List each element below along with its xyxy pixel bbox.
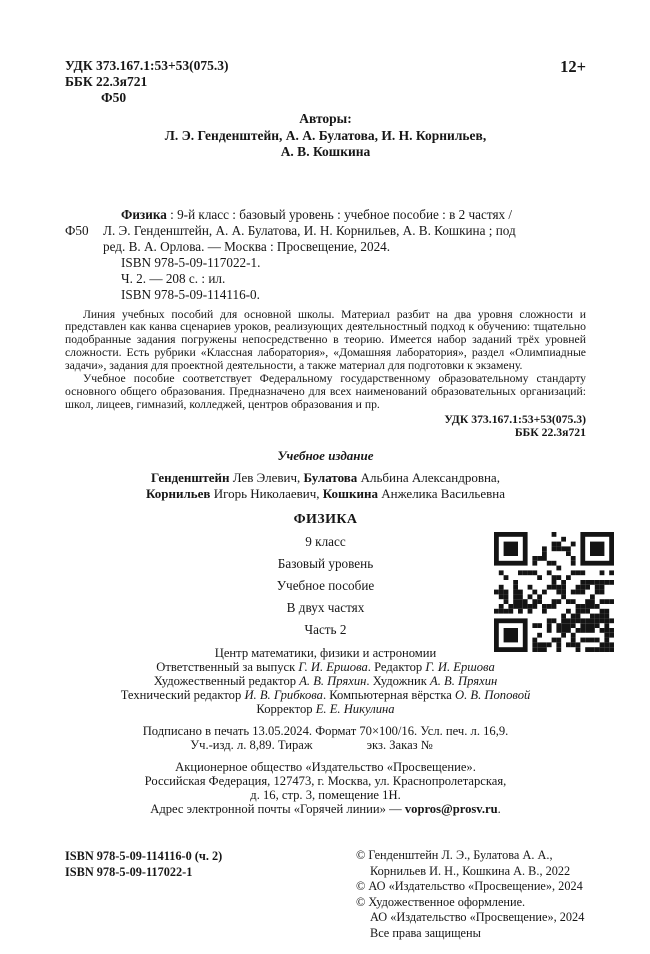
staff-name: Е. Е. Никулина xyxy=(315,701,395,716)
qr-code xyxy=(494,532,614,652)
isbn-line: ISBN 978-5-09-117022-1 xyxy=(65,865,193,879)
staff-name: Г. И. Ершова xyxy=(298,659,368,674)
catalog-authors-line xyxy=(65,222,586,239)
authors-line: А. В. Кошкина xyxy=(280,144,371,159)
staff-role: . Редактор xyxy=(367,659,426,674)
bbk-code: ББК 22.3я721 xyxy=(514,426,586,440)
authors-line: Л. Э. Генденштейн, А. А. Булатова, И. Н. Корнильев, xyxy=(164,127,487,143)
publisher-info xyxy=(65,760,586,816)
copyright-block xyxy=(356,848,622,941)
catalog-authors: Л. Э. Генденштейн, А. А. Булатова, И. Н. Корнильев, А. В. Кошкина ; под xyxy=(103,222,516,238)
catalog-card xyxy=(65,207,586,303)
book-title: ФИЗИКА xyxy=(293,511,358,527)
publishing-department: Центр математики, физики и астрономии xyxy=(214,645,437,660)
bbk-code: ББК 22.3я721 xyxy=(65,74,148,89)
annotation-block xyxy=(65,309,586,440)
staff-name: И. В. Грибкова xyxy=(244,687,323,702)
author-surname: Кошкина xyxy=(322,486,379,502)
staff-name: А. В. Пряхин xyxy=(299,673,367,688)
udk-code: УДК 373.167.1:53+53(075.3) xyxy=(65,58,229,73)
copyright-line: АО «Издательство «Просвещение», 2024 xyxy=(370,910,585,924)
imprint-block xyxy=(65,646,586,816)
isbn-line: ISBN 978-5-09-114116-0 (ч. 2) xyxy=(65,849,223,863)
annotation-paragraph: Линия учебных пособий для основной школы. Материал разбит на два уровня сложности и представлен как канва сценариев уроков, реализующих деятельностный подход к обучению: тщательно подобранные задания погружены непосредственно в теорию. Имеется набор заданий трёх уровней сложности. Есть рубрики «Классная лаборатория», «Домашняя лаборатория», раздел «Олимпиадные задачи», задания для проектной деятельности, а также материал для подготовки к экзамену. xyxy=(65,307,586,373)
catalog-title-rest: : 9-й класс : базовый уровень : учебное пособие : в 2 частях / xyxy=(166,206,513,222)
staff-role: Ответственный за выпуск xyxy=(156,659,299,674)
author-sign-code: Ф50 xyxy=(101,90,127,105)
catalog-part-info: Ч. 2. — 208 с. : ил. xyxy=(121,270,226,286)
book-subtitle: Часть 2 xyxy=(304,621,347,637)
copyright-line: © Генденштейн Л. Э., Булатова А. А., xyxy=(356,848,553,862)
staff-role: Художественный редактор xyxy=(153,673,300,688)
book-subtitle: Учебное пособие xyxy=(276,577,375,593)
page-footer xyxy=(65,848,622,941)
authors-block xyxy=(65,111,586,161)
author-surname: Генденштейн xyxy=(151,469,230,485)
staff-role: . Художник xyxy=(366,673,431,688)
book-subtitle: Базовый уровень xyxy=(277,555,374,571)
catalog-isbn-edition: ISBN 978-5-09-117022-1. xyxy=(121,254,261,270)
footer-isbn-block xyxy=(65,848,222,880)
book-subtitle: В двух частях xyxy=(286,599,365,615)
staff-line xyxy=(65,688,586,702)
annotation-paragraph: Учебное пособие соответствует Федеральному государственному образовательному стандарту основного общего образования. Предназначено для всех наименований образовательных организаций: школ, лицеев, гимназий, колледжей, центров образования и пр. xyxy=(65,372,586,411)
staff-role: . Компьютерная вёрстка xyxy=(322,687,456,702)
staff-role: Корректор xyxy=(256,701,316,716)
publisher-address: Российская Федерация, 127473, г. Москва, ул. Краснопролетарская, xyxy=(144,773,507,788)
catalog-title-line xyxy=(103,207,586,223)
staff-line xyxy=(65,702,586,716)
book-subtitle: 9 класс xyxy=(305,533,346,549)
hotline-email-label: Адрес электронной почты «Горячей линии» — xyxy=(150,801,405,816)
author-surname: Корнильев xyxy=(146,486,211,502)
print-details-line xyxy=(65,738,586,752)
copyright-line: © АО «Издательство «Просвещение», 2024 xyxy=(356,879,583,893)
annotation-codes xyxy=(65,413,586,440)
publisher-name: Акционерное общество «Издательство «Просвещение». xyxy=(175,759,476,774)
publisher-address: д. 16, стр. 3, помещение 1Н. xyxy=(250,787,401,802)
hotline-email-suffix: . xyxy=(497,801,501,816)
staff-line xyxy=(65,660,586,674)
catalog-editor-line: ред. В. А. Орлова. — Москва : Просвещение, 2024. xyxy=(103,238,391,254)
print-info xyxy=(65,724,586,752)
author-sign-code: Ф50 xyxy=(65,222,89,238)
age-rating-badge: 12+ xyxy=(560,57,586,76)
staff-name: Г. И. Ершова xyxy=(425,659,495,674)
classification-codes xyxy=(65,58,229,106)
catalog-title: Физика xyxy=(121,206,167,222)
hotline-email: vopros@prosv.ru xyxy=(404,801,498,816)
order-number-label: экз. Заказ № xyxy=(366,737,433,752)
authors-heading: Авторы: xyxy=(299,111,352,126)
edition-kind-label: Учебное издание xyxy=(277,447,374,463)
print-run-label: Уч.-изд. л. 8,89. Тираж xyxy=(190,737,313,752)
author-given-name: Анжелика Васильевна xyxy=(378,486,505,502)
copyright-line: Корнильев И. Н., Кошкина А. В., 2022 xyxy=(370,863,571,878)
copyright-line: Все права защищены xyxy=(370,925,481,940)
author-given-name: Альбина Александровна, xyxy=(357,469,500,485)
staff-role: Технический редактор xyxy=(120,687,245,702)
hotline-email-line xyxy=(65,802,586,816)
print-details-line: Подписано в печать 13.05.2024. Формат 70×100/16. Усл. печ. л. 16,9. xyxy=(142,723,509,738)
author-surname: Булатова xyxy=(303,469,358,485)
catalog-isbn-part: ISBN 978-5-09-114116-0. xyxy=(121,286,260,302)
staff-name: О. В. Поповой xyxy=(455,687,531,702)
classification-header xyxy=(65,58,586,106)
udk-code: УДК 373.167.1:53+53(075.3) xyxy=(444,412,586,426)
author-given-name: Игорь Николаевич, xyxy=(210,486,323,502)
edition-authors xyxy=(65,470,586,503)
staff-line xyxy=(65,674,586,688)
staff-name: А. В. Пряхин xyxy=(430,673,498,688)
copyright-line: © Художественное оформление. xyxy=(356,894,526,909)
author-given-name: Лев Элевич, xyxy=(229,469,304,485)
